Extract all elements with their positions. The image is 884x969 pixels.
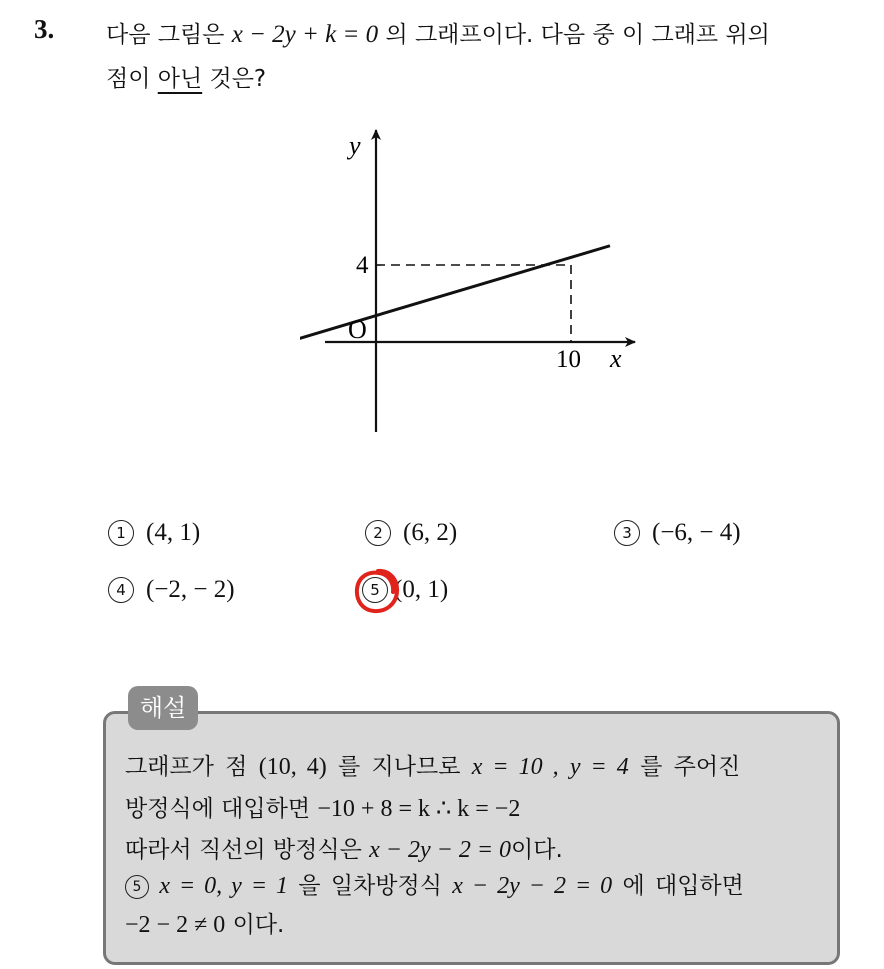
solution-line-3: 따라서 직선의 방정식은 x − 2y − 2 = 0이다. xyxy=(125,837,563,863)
question-text-line2-suffix: 것은? xyxy=(209,66,267,92)
choice-number-5: 5 xyxy=(362,577,388,603)
choice-text-3: (−6, − 4) xyxy=(652,519,741,546)
solution-line-2: 방정식에 대입하면 −10 + 8 = k ∴ k = −2 xyxy=(125,796,521,822)
choice-4[interactable] xyxy=(108,576,235,604)
choice-2[interactable] xyxy=(365,519,457,547)
y-axis-label: y xyxy=(349,131,361,160)
choice-text-4: (−2, − 2) xyxy=(146,576,235,603)
choice-number-4: 4 xyxy=(108,577,134,603)
choice-number-1: 1 xyxy=(108,520,134,546)
choice-text-5: (0, 1) xyxy=(394,576,449,603)
solution-line-5: −2 − 2 ≠ 0 이다. xyxy=(125,912,285,938)
solution-line-1: 그래프가 점 (10, 4) 를 지나므로 x = 10 , y = 4 를 주어진 xyxy=(125,754,741,780)
x-tick-label: 10 xyxy=(556,346,581,373)
question-underlined-word: 아닌 xyxy=(157,66,203,92)
question-text-line2-prefix: 점이 xyxy=(106,66,151,92)
question-line-1 xyxy=(106,16,770,49)
origin-label: O xyxy=(348,315,367,344)
solution-choice-number: 5 xyxy=(125,875,149,899)
choice-number-3: 3 xyxy=(614,520,640,546)
choice-3[interactable] xyxy=(614,519,741,547)
x-axis-label: x xyxy=(610,344,622,373)
choice-5[interactable] xyxy=(362,576,448,604)
solution-line-4: 5 x = 0, y = 1 을 일차방정식 x − 2y − 2 = 0 에 대입하면 xyxy=(125,867,744,900)
question-text-suffix: 의 그래프이다. 다음 중 이 그래프 위의 xyxy=(385,22,770,48)
question-number: 3. xyxy=(34,14,55,44)
line-graph xyxy=(300,120,660,450)
question-equation: x − 2y + k = 0 xyxy=(231,21,379,48)
choice-text-2: (6, 2) xyxy=(403,519,458,546)
choice-1[interactable] xyxy=(108,519,200,547)
solution-tab-label: 해설 xyxy=(128,686,198,730)
y-tick-label: 4 xyxy=(356,252,369,279)
choice-text-1: (4, 1) xyxy=(146,519,201,546)
choice-number-2: 2 xyxy=(365,520,391,546)
question-text-prefix: 다음 그림은 xyxy=(106,22,225,48)
question-line-2 xyxy=(106,60,266,93)
